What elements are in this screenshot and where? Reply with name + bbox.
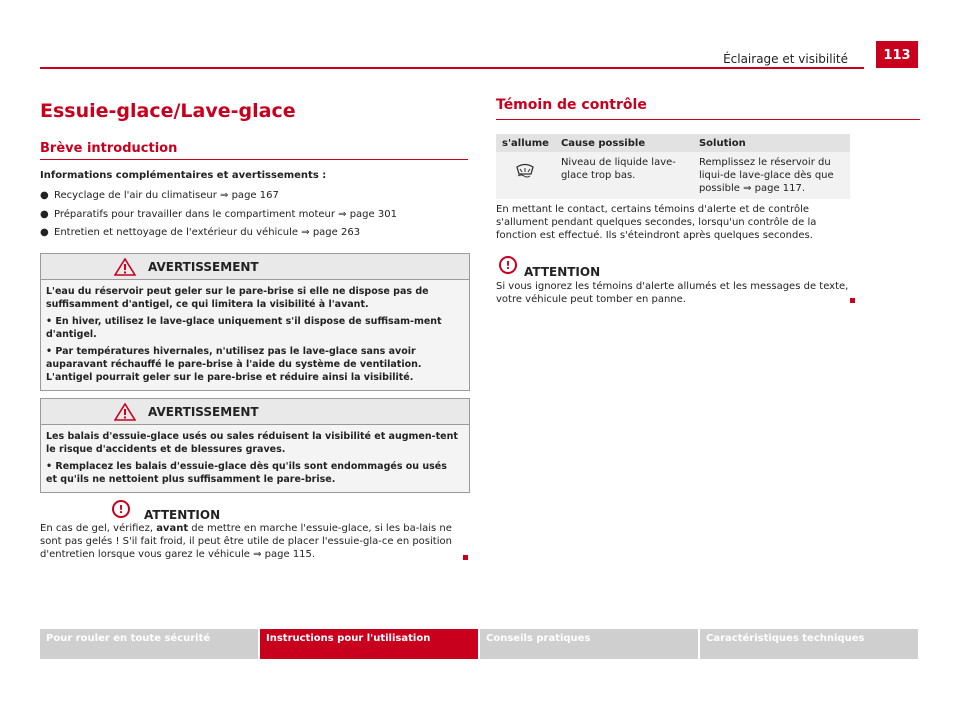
- attention-text-emphasis: avant: [156, 523, 189, 534]
- page-number: 113: [876, 41, 918, 68]
- list-item[interactable]: ● Entretien et nettoyage de l'extérieur du véhicule ⇒ page 263: [40, 227, 361, 238]
- warning-triangle-icon: [114, 403, 136, 421]
- warning-body: [41, 425, 469, 492]
- section-title: Essuie-glace/Lave-glace: [40, 100, 296, 122]
- solution-cell: Remplissez le réservoir du liqui-de lave-glace dès que possible ⇒ page 117.: [693, 152, 850, 199]
- list-item[interactable]: ● Recyclage de l'air du climatiseur ⇒ page 167: [40, 190, 279, 201]
- warning-header: [41, 254, 469, 280]
- washer-fluid-icon: [515, 162, 535, 178]
- list-item-text: Recyclage de l'air du climatiseur ⇒ page 167: [54, 190, 279, 201]
- table-header-row: [496, 134, 850, 152]
- warning-text: L'eau du réservoir peut geler sur le pare-brise si elle ne dispose pas de suffisamment d'antigel, ce qui limitera la visibilité à l'avant.: [46, 286, 429, 310]
- warning-triangle-icon: [114, 258, 136, 276]
- warning-text: Les balais d'essuie-glace usés ou sales réduisent la visibilité et augmen-tent le risque d'accidents et de blessures graves.: [46, 431, 458, 455]
- column-header: s'allume: [496, 134, 555, 152]
- warning-label: AVERTISSEMENT: [148, 405, 259, 419]
- cause-cell: Niveau de liquide lave-glace trop bas.: [555, 152, 693, 199]
- attention-icon: !: [499, 256, 517, 274]
- list-item-text: Entretien et nettoyage de l'extérieur du véhicule ⇒ page 263: [54, 227, 361, 238]
- list-item[interactable]: ● Préparatifs pour travailler dans le compartiment moteur ⇒ page 301: [40, 209, 397, 220]
- info-heading: Informations complémentaires et avertissements :: [40, 170, 327, 181]
- header-rule: [40, 67, 864, 69]
- section-title: Témoin de contrôle: [496, 97, 647, 113]
- subsection-title: Brève introduction: [40, 141, 178, 156]
- table-row: [496, 152, 850, 199]
- warning-box: [40, 398, 470, 493]
- attention-icon: !: [112, 500, 130, 518]
- column-header: Cause possible: [555, 134, 693, 152]
- attention-label: ATTENTION: [524, 265, 601, 279]
- footer-tab[interactable]: Caractéristiques techniques: [698, 629, 918, 659]
- warning-body: [41, 280, 469, 390]
- list-item-text: Préparatifs pour travailler dans le compartiment moteur ⇒ page 301: [54, 209, 397, 220]
- section-rule: [496, 119, 920, 120]
- subsection-rule: [40, 159, 468, 160]
- footer-tab[interactable]: Conseils pratiques: [478, 629, 698, 659]
- attention-text-part: de mettre en marche l'essuie-glace, si les ba-lais ne sont pas gelés ! S'il fait froid, il peut être utile de placer l'essuie-gla-ce en position d'entretien lorsque vous garez le véhicule ⇒ page 115.: [40, 523, 452, 560]
- warning-header: [41, 399, 469, 425]
- warning-text: • En hiver, utilisez le lave-glace uniquement s'il dispose de suffisam-ment d'antigel.: [46, 316, 442, 340]
- section-end-marker: [850, 298, 855, 303]
- footer-tab[interactable]: Pour rouler en toute sécurité: [40, 629, 258, 659]
- indicator-table: [496, 134, 850, 199]
- footer-tab-active[interactable]: Instructions pour l'utilisation: [258, 629, 478, 659]
- column-header: Solution: [693, 134, 850, 152]
- attention-text: Si vous ignorez les témoins d'alerte allumés et les messages de texte, votre véhicule peut tomber en panne.: [496, 281, 849, 305]
- warning-box: [40, 253, 470, 391]
- paragraph: En mettant le contact, certains témoins d'alerte et de contrôle s'allument pendant quelques secondes, lorsqu'un contrôle de la fonction est effectué. Ils s'éteindront après quelques secondes.: [496, 204, 817, 241]
- footer-nav: [40, 629, 918, 659]
- warning-label: AVERTISSEMENT: [148, 260, 259, 274]
- section-end-marker: [463, 555, 468, 560]
- warning-text: • Remplacez les balais d'essuie-glace dès qu'ils sont endommagés ou usés et qu'ils ne nettoient plus suffisamment le pare-brise.: [46, 461, 447, 485]
- running-header: Éclairage et visibilité: [723, 52, 848, 66]
- warning-text: • Par températures hivernales, n'utilisez pas le lave-glace sans avoir auparavant réchauffé le pare-brise à l'aide du système de ventilation. L'antigel pourrait geler sur le pare-brise et réduire ainsi la visibilité.: [46, 346, 422, 383]
- attention-label: ATTENTION: [144, 508, 221, 522]
- attention-text: [40, 522, 462, 561]
- attention-text-part: En cas de gel, vérifiez,: [40, 523, 157, 534]
- indicator-cell: [496, 152, 555, 199]
